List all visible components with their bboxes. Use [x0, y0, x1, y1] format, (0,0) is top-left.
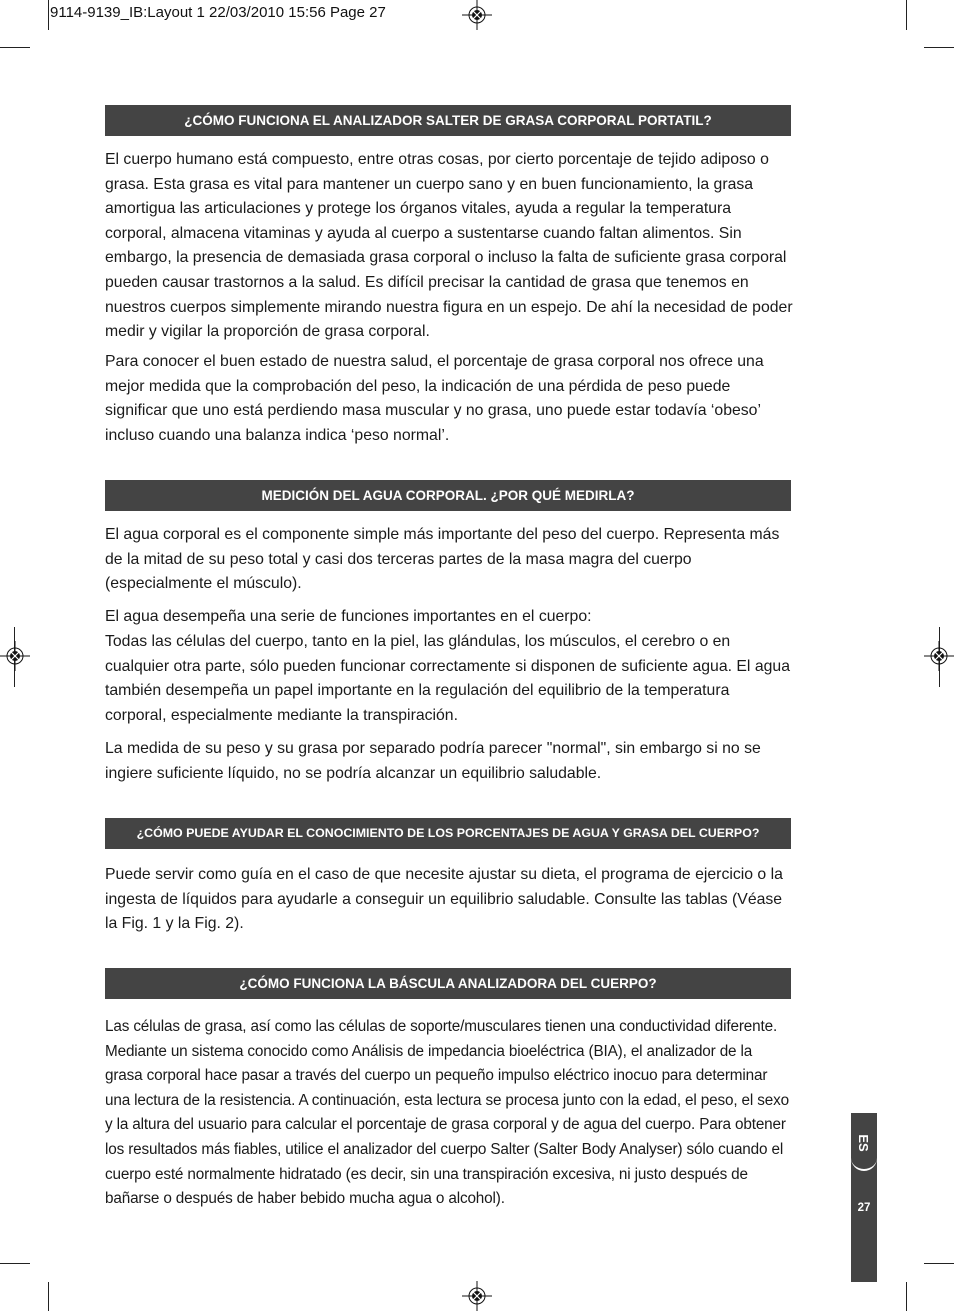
- body-paragraph: El agua desempeña una serie de funciones importantes en el cuerpo:: [105, 608, 592, 625]
- body-paragraph: Para conocer el buen estado de nuestra salud, el porcentaje de grasa corporal nos ofrece una mejor medida que la comprobación del peso, la indicación de una pérdida de peso puede significar que uno está perdiendo masa muscular y no grasa, uno puede estar todavía ‘obeso’ incluso cuando una balanza indica ‘peso normal’.: [105, 353, 764, 444]
- body-paragraph: La medida de su peso y su grasa por separado podría parecer "normal", sin embargo si no se ingiere suficiente líquido, no se podría alcanzar un equilibrio saludable.: [105, 740, 761, 782]
- crop-mark: [0, 47, 30, 48]
- registration-mark-icon: [924, 641, 954, 671]
- section-heading-water-fat-knowledge: ¿CÓMO PUEDE AYUDAR EL CONOCIMIENTO DE LOS PORCENTAJES DE AGUA Y GRASA DEL CUERPO?: [105, 818, 791, 849]
- crop-mark: [906, 1282, 907, 1311]
- crop-mark: [48, 1282, 49, 1311]
- body-paragraph: Puede servir como guía en el caso de que necesite ajustar su dieta, el programa de ejercicio o la ingesta de líquidos para ayudarle a conseguir un equilibrio saludable. Consulte las tablas (Véase la Fig. 1 y la Fig. 2).: [105, 866, 783, 933]
- crop-mark: [924, 1263, 954, 1264]
- body-paragraph: Las células de grasa, así como las células de soporte/musculares tienen una conductividad diferente. Mediante un sistema conocido como Análisis de impedancia bioeléctrica (BIA), el analizador de la grasa corporal hace pasar a través del cuerpo un pequeño impulso eléctrico inocuo para determinar una lectura de la resistencia. A continuación, esta lectura se procesa junto con la edad, el peso, el sexo y la altura del usuario para calcular el porcentaje de grasa corporal y de agua del cuerpo. Para obtener los resultados más fiables, utilice el analizador del cuerpo Salter (Salter Body Analyser) sólo cuando el cuerpo esté normalmente hidratado (es decir, sin una transpiración excesiva, ni justo después de bañarse o después de haber bebido mucha agua o alcohol).: [105, 1018, 789, 1208]
- language-label: ES: [856, 1134, 872, 1152]
- section-heading-fat-analyser: ¿CÓMO FUNCIONA EL ANALIZADOR SALTER DE GRASA CORPORAL PORTATIL?: [105, 105, 791, 136]
- crop-mark: [906, 0, 907, 30]
- crop-mark: [924, 47, 954, 48]
- page-number: 27: [857, 1202, 871, 1214]
- crop-mark: [48, 0, 49, 30]
- section-heading-body-scale: ¿CÓMO FUNCIONA LA BÁSCULA ANALIZADORA DEL CUERPO?: [105, 968, 791, 999]
- body-paragraph: El cuerpo humano está compuesto, entre otras cosas, por cierto porcentaje de tejido adiposo o grasa. Esta grasa es vital para mantener un cuerpo sano y en buen funcionamiento, la grasa amortigua las articulaciones y protege los órganos vitales, ayuda a regular la temperatura corporal, almacena vitaminas y ayuda al cuerpo a sustentarse cuando faltan alimentos. Sin embargo, la presencia de demasiada grasa corporal o incluso la falta de suficiente grasa corporal pueden causar trastornos a la salud. Es difícil precisar la cantidad de grasa que tenemos en nuestros cuerpos simplemente mirando nuestra figura en un espejo. De ahí la necesidad de poder medir y vigilar la proporción de grasa corporal.: [105, 151, 793, 341]
- body-paragraph: Todas las células del cuerpo, tanto en la piel, las glándulas, los músculos, el cerebro o en cualquier otra parte, sólo pueden funcionar correctamente si disponen de suficiente agua. El agua también desempeña un papel importante en la regulación del equilibrio de la temperatura corporal, especialmente mediante la transpiración.: [105, 633, 790, 724]
- section-heading-body-water: MEDICIÓN DEL AGUA CORPORAL. ¿POR QUÉ MEDIRLA?: [105, 480, 791, 511]
- crop-mark: [0, 1263, 30, 1264]
- registration-mark-icon: [462, 0, 492, 30]
- print-slug-line: 9114-9139_IB:Layout 1 22/03/2010 15:56 Page 27: [50, 4, 386, 21]
- body-paragraph: El agua corporal es el componente simple más importante del peso del cuerpo. Representa más de la mitad de su peso total y casi dos terceras partes de la masa magra del cuerpo (especialmente el músculo).: [105, 526, 780, 593]
- registration-mark-icon: [462, 1281, 492, 1311]
- registration-mark-icon: [0, 641, 30, 671]
